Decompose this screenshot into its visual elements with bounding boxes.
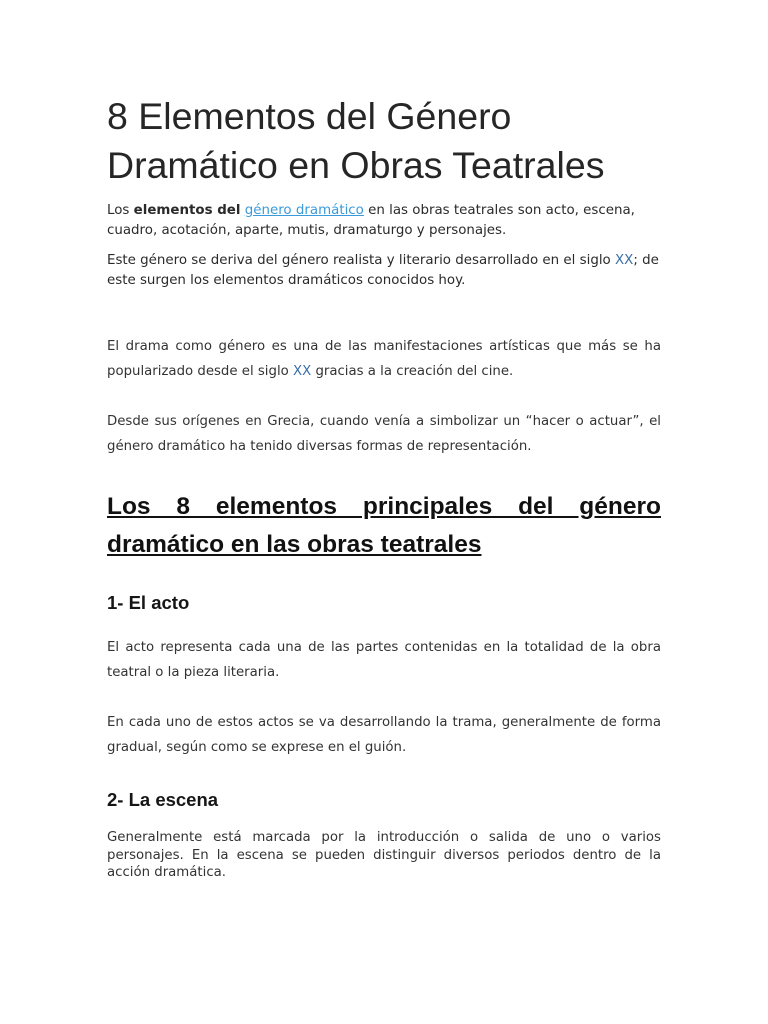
greece-paragraph: Desde sus orígenes en Grecia, cuando venía a simbolizar un “hacer o actuar”, el género dramático ha tenido diversas formas de representación. bbox=[107, 414, 661, 454]
origin-paragraph bbox=[107, 251, 661, 291]
intro-rest: en las obras teatrales son acto, escena, cuadro, acotación, aparte, mutis, dramaturgo y personajes. bbox=[107, 203, 635, 238]
article-title: 8 Elementos del Género Dramático en Obras Teatrales bbox=[107, 95, 605, 186]
drama-before: El drama como género es una de las manifestaciones artísticas que más se ha popularizado desde el siglo bbox=[107, 339, 661, 379]
intro-lead: Los bbox=[107, 203, 134, 218]
section-1-heading: 1- El acto bbox=[107, 592, 190, 613]
section-1-paragraph-2: En cada uno de estos actos se va desarrollando la trama, generalmente de forma gradual, según como se exprese en el guión. bbox=[107, 715, 661, 755]
origin-century: XX bbox=[615, 253, 634, 268]
drama-after: gracias a la creación del cine. bbox=[311, 364, 514, 379]
drama-paragraph bbox=[107, 334, 661, 384]
origin-after: ; de este surgen los elementos dramáticos conocidos hoy. bbox=[107, 253, 659, 288]
section-heading: Los 8 elementos principales del género dramático en las obras teatrales bbox=[107, 493, 661, 558]
section-1-paragraph-1: El acto representa cada una de las partes contenidas en la totalidad de la obra teatral o la pieza literaria. bbox=[107, 640, 661, 680]
drama-century: XX bbox=[293, 364, 312, 379]
section-2-heading: 2- La escena bbox=[107, 789, 219, 810]
genero-dramatico-link[interactable]: género dramático bbox=[244, 203, 364, 218]
origin-before: Este género se deriva del género realista y literario desarrollado en el siglo bbox=[107, 253, 615, 268]
intro-strong: elementos del bbox=[133, 203, 241, 218]
intro-paragraph bbox=[107, 201, 661, 241]
section-2-paragraph-1: Generalmente está marcada por la introducción o salida de uno o varios personajes. En la escena se pueden distinguir diversos periodos dentro de la acción dramática. bbox=[107, 830, 661, 880]
